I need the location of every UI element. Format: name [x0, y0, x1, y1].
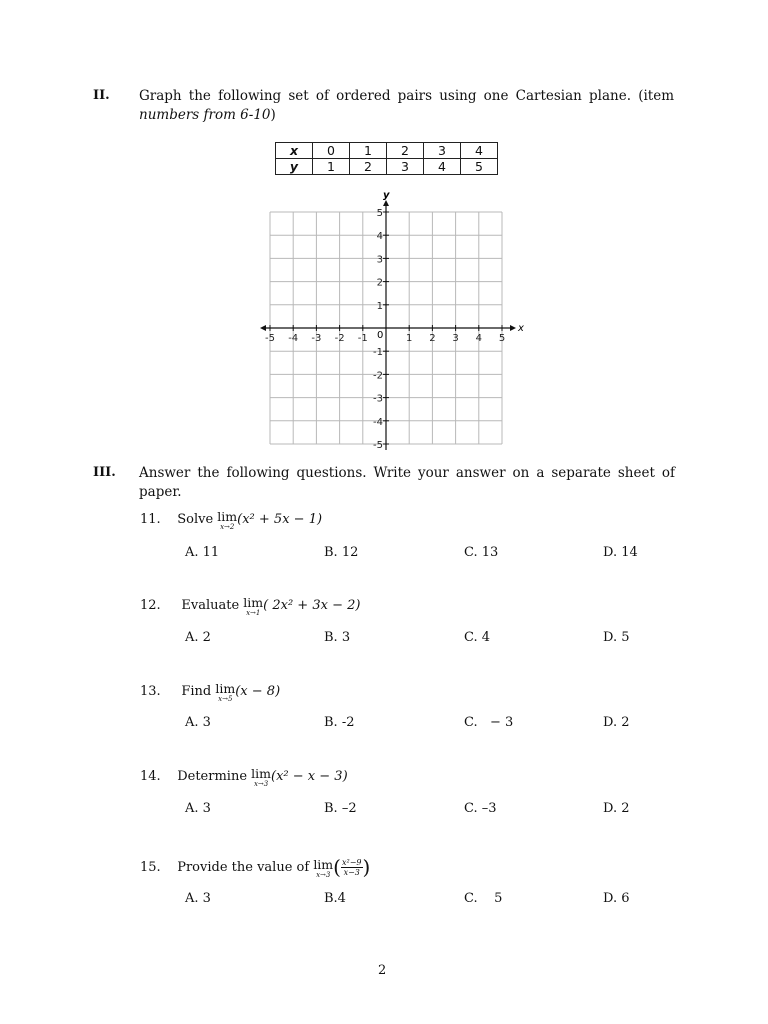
x-tick-label: -4 [288, 333, 299, 344]
section-2-instruction-line1: Graph the following set of ordered pairs using one Cartesian plane. (item [139, 88, 674, 104]
x-axis-arrow-right [510, 325, 516, 331]
axes [260, 200, 516, 450]
question-14 [140, 766, 348, 789]
question-15 [140, 855, 370, 880]
option-b[interactable]: B.4 [324, 891, 346, 906]
x-tick-label: 5 [498, 333, 506, 344]
table-cell: 3 [424, 143, 461, 159]
x-tick-label: -2 [334, 333, 345, 344]
x-tick-label: -3 [311, 333, 322, 344]
item-range-close: ) [270, 107, 276, 123]
question-verb: Provide the value of [177, 860, 310, 875]
option-b[interactable]: B. –2 [324, 801, 357, 816]
limit-expression: (x² − x − 3) [271, 769, 348, 784]
x-tick-label: -1 [357, 333, 368, 344]
table-cell: 1 [313, 159, 350, 175]
option-d[interactable]: D. 2 [603, 801, 630, 816]
question-12 [140, 595, 361, 618]
x-axis-label: x [518, 323, 524, 334]
option-c[interactable]: C. –3 [464, 801, 497, 816]
y-tick-label: -1 [373, 347, 383, 359]
limit-operator: lim x→2 [217, 509, 238, 531]
x-tick-label: 1 [406, 333, 413, 344]
option-b[interactable]: B. 12 [324, 545, 359, 560]
question-number: 13. [140, 684, 161, 699]
option-c[interactable]: C. − 3 [464, 715, 514, 730]
page-number: 2 [378, 963, 387, 978]
limit-expression: (x² + 5x − 1) [237, 512, 323, 527]
x-tick-label: 2 [429, 333, 436, 344]
x-tick-label: 4 [475, 333, 482, 344]
table-cell: 3 [387, 159, 424, 175]
origin-label: 0 [377, 330, 384, 341]
option-a[interactable]: A. 11 [185, 545, 220, 560]
table-cell: 1 [350, 143, 387, 159]
option-a[interactable]: A. 3 [185, 801, 211, 816]
question-number: 14. [140, 769, 161, 784]
ordered-pairs-table [275, 142, 498, 175]
table-cell: 4 [424, 159, 461, 175]
limit-operator: lim x→1 [243, 595, 264, 617]
table-header-x: x [276, 143, 313, 159]
question-11 [140, 509, 323, 532]
limit-fraction [341, 858, 363, 877]
table-row-x [276, 143, 498, 159]
y-tick-label: 1 [376, 300, 383, 312]
y-tick-label: -4 [373, 416, 383, 428]
item-range-text: numbers from 6-10 [139, 107, 271, 123]
x-tick-label: 3 [452, 333, 459, 344]
question-13 [140, 681, 281, 704]
table-header-y: y [276, 159, 313, 175]
question-verb: Find [181, 684, 212, 699]
fraction-denominator: x−3 [343, 868, 360, 877]
question-number: 11. [140, 512, 161, 527]
section-3-number: III. [93, 465, 116, 480]
question-number: 15. [140, 860, 161, 875]
option-b[interactable]: B. 3 [324, 630, 351, 645]
option-a[interactable]: A. 2 [185, 630, 211, 645]
table-cell: 2 [350, 159, 387, 175]
option-c[interactable]: C. 5 [464, 891, 503, 906]
option-a[interactable]: A. 3 [185, 891, 211, 906]
paren-open: ( [333, 855, 341, 879]
limit-operator: lim x→3 [251, 766, 272, 788]
question-number: 12. [140, 598, 161, 613]
y-tick-label: -5 [373, 440, 383, 450]
limit-operator: lim x→5 [215, 681, 236, 703]
y-tick-label: 4 [376, 231, 383, 243]
option-c[interactable]: C. 4 [464, 630, 491, 645]
option-c[interactable]: C. 13 [464, 545, 499, 560]
x-tick-label: -5 [265, 333, 275, 344]
y-axis-label: y [383, 190, 390, 201]
fraction-numerator: x²−9 [341, 858, 362, 867]
y-tick-label: 2 [376, 277, 383, 289]
x-axis-arrow-left [260, 325, 266, 331]
tick-labels [265, 208, 505, 450]
y-tick-label: 5 [376, 208, 383, 219]
option-b[interactable]: B. -2 [324, 715, 355, 730]
option-d[interactable]: D. 6 [603, 891, 630, 906]
section-2-instruction-line2 [139, 106, 276, 125]
question-verb: Determine [177, 769, 248, 784]
option-d[interactable]: D. 14 [603, 545, 638, 560]
option-a[interactable]: A. 3 [185, 715, 211, 730]
option-d[interactable]: D. 2 [603, 715, 630, 730]
y-tick-label: 3 [376, 254, 383, 266]
section-3-instruction-line1: Answer the following questions. Write your answer on a separate sheet of [139, 465, 675, 481]
question-verb: Solve [177, 512, 214, 527]
table-cell: 0 [313, 143, 350, 159]
y-tick-label: -2 [373, 370, 383, 382]
question-verb: Evaluate [181, 598, 240, 613]
table-cell: 5 [461, 159, 498, 175]
section-3-instruction-line2: paper. [139, 484, 182, 500]
table-cell: 4 [461, 143, 498, 159]
table-row-y [276, 159, 498, 175]
section-2-number: II. [93, 88, 110, 103]
table-cell: 2 [387, 143, 424, 159]
cartesian-plane [250, 185, 530, 450]
y-tick-label: -3 [373, 393, 383, 405]
option-d[interactable]: D. 5 [603, 630, 630, 645]
limit-operator: lim x→3 [313, 857, 334, 879]
paren-close: ) [362, 855, 371, 879]
limit-expression: (x − 8) [235, 684, 281, 699]
limit-expression: ( 2x² + 3x − 2) [263, 598, 361, 613]
